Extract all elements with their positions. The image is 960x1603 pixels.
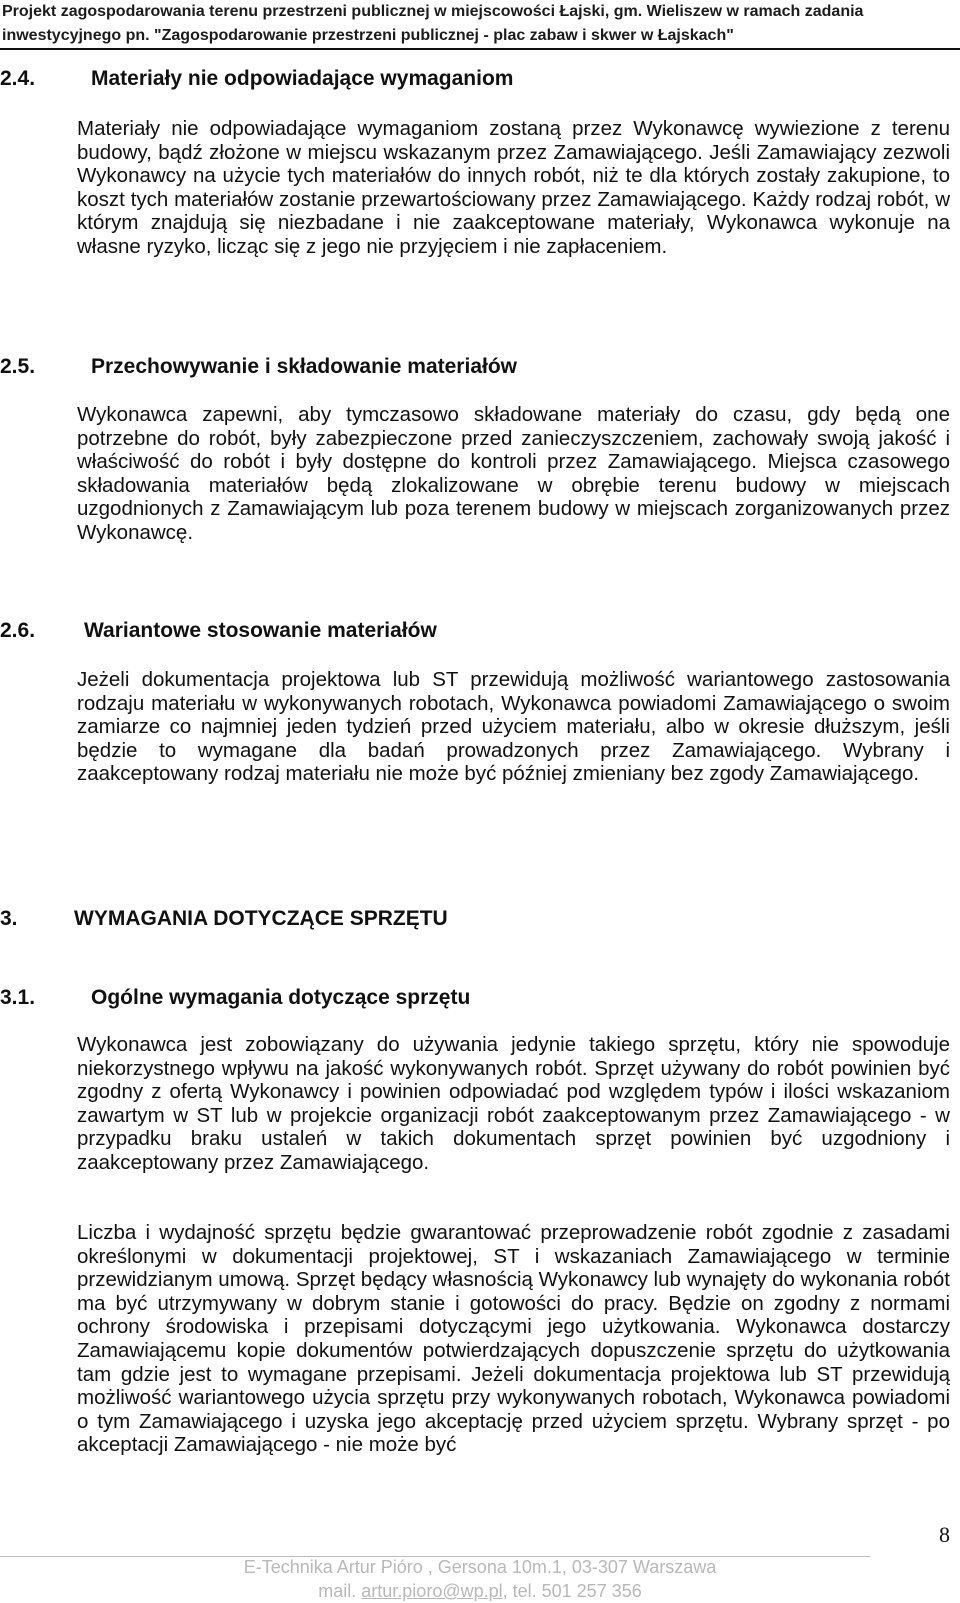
- paragraph: Jeżeli dokumentacja projektowa lub ST przewidują możliwość wariantowego zastosowania rodzaju materiału w wykonywanych robotach, Wykonawca powiadomi Zamawiającego o swoim zamiarze co najmniej jeden tydzień przed użyciem materiału, albo w okresie dłuższym, jeśli będzie to wymagane dla badań prowadzonych przez Zamawiającego. Wybrany i zaakceptowany rodzaj materiału nie może być później zmieniany bez zgody Zamawiającego.: [77, 668, 950, 786]
- paragraph: Materiały nie odpowiadające wymaganiom zostaną przez Wykonawcę wywiezione z terenu budowy, bądź złożone w miejscu wskazanym przez Zamawiającego. Jeśli Zamawiający zezwoli Wykonawcy na użycie tych materiałów do innych robót, niż te dla których zostały zakupione, to koszt tych materiałów zostanie przewartościowany przez Zamawiającego. Każdy rodzaj robót, w którym znajdują się niezbadane i nie zaakceptowane materiały, Wykonawca wykonuje na własne ryzyko, licząc się z jego nie przyjęciem i nie zapłaceniem.: [77, 117, 950, 258]
- footer-phone: , tel. 501 257 356: [502, 1581, 642, 1601]
- header-divider: [0, 48, 960, 50]
- footer-contact: [0, 1579, 960, 1603]
- footer-mail-prefix: mail.: [318, 1581, 357, 1601]
- document-header: [0, 0, 960, 48]
- paragraph: Wykonawca jest zobowiązany do używania jedynie takiego sprzętu, który nie spowoduje niekorzystnego wpływu na jakość wykonywanych robót. Sprzęt używany do robót powinien być zgodny z ofertą Wykonawcy i powinien odpowiadać pod względem typów i ilości wskazaniom zawartym w ST lub w projekcie organizacji robót zaakceptowanym przez Zamawiającego - w przypadku braku ustaleń w takich dokumentach sprzęt powinien być uzgodniony i zaakceptowany przez Zamawiającego.: [77, 1033, 950, 1174]
- section-number: 2.4.: [0, 67, 36, 90]
- section-title: WYMAGANIA DOTYCZĄCE SPRZĘTU: [74, 907, 448, 930]
- section-title: Wariantowe stosowanie materiałów: [84, 619, 437, 642]
- section-title: Materiały nie odpowiadające wymaganiom: [91, 67, 514, 90]
- email-link[interactable]: artur.pioro@wp.pl: [361, 1581, 503, 1601]
- document-footer: [0, 1555, 960, 1603]
- section-number: 2.5.: [0, 355, 36, 378]
- header-line-2: inwestycyjnego pn. "Zagospodarowanie przestrzeni publicznej - plac zabaw i skwer w Łajskach": [2, 27, 734, 44]
- section-title: Przechowywanie i składowanie materiałów: [91, 355, 517, 378]
- section-title: Ogólne wymagania dotyczące sprzętu: [91, 986, 471, 1009]
- footer-address: E-Technika Artur Pióro , Gersona 10m.1, 03-307 Warszawa: [243, 1557, 717, 1577]
- section-number: 2.6.: [0, 619, 36, 642]
- paragraph: Liczba i wydajność sprzętu będzie gwarantować przeprowadzenie robót zgodnie z zasadami określonymi w dokumentacji projektowej, ST i wskazaniach Zamawiającego w terminie przewidzianym umową. Sprzęt będący własnością Wykonawcy lub wynajęty do wykonania robót ma być utrzymywany w dobrym stanie i gotowości do pracy. Będzie on zgodny z normami ochrony środowiska i przepisami dotyczącymi jego użytkowania. Wykonawca dostarczy Zamawiającemu kopie dokumentów potwierdzających dopuszczenie sprzętu do użytkowania tam gdzie jest to wymagane przepisami. Jeżeli dokumentacja projektowa lub ST przewidują możliwość wariantowego użycia sprzętu przy wykonywanych robotach, Wykonawca powiadomi o tym Zamawiającego i uzyska jego akceptację przed użyciem sprzętu. Wybrany sprzęt - po akceptacji Zamawiającego - nie może być: [77, 1221, 950, 1457]
- section-number: 3.1.: [0, 986, 36, 1009]
- page-number: 8: [939, 1522, 950, 1547]
- paragraph: Wykonawca zapewni, aby tymczasowo składowane materiały do czasu, gdy będą one potrzebne do robót, były zabezpieczone przed zanieczyszczeniem, zachowały swoją jakość i właściwość do robót i były dostępne do kontroli przez Zamawiającego. Miejsca czasowego składowania materiałów będą zlokalizowane w obrębie terenu budowy w miejscach uzgodnionych z Zamawiającym lub poza terenem budowy w miejscach zorganizowanych przez Wykonawcę.: [77, 403, 950, 544]
- section-number: 3.: [0, 907, 18, 930]
- header-line-1: Projekt zagospodarowania terenu przestrzeni publicznej w miejscowości Łajski, gm. Wieliszew w ramach zadania: [2, 3, 864, 20]
